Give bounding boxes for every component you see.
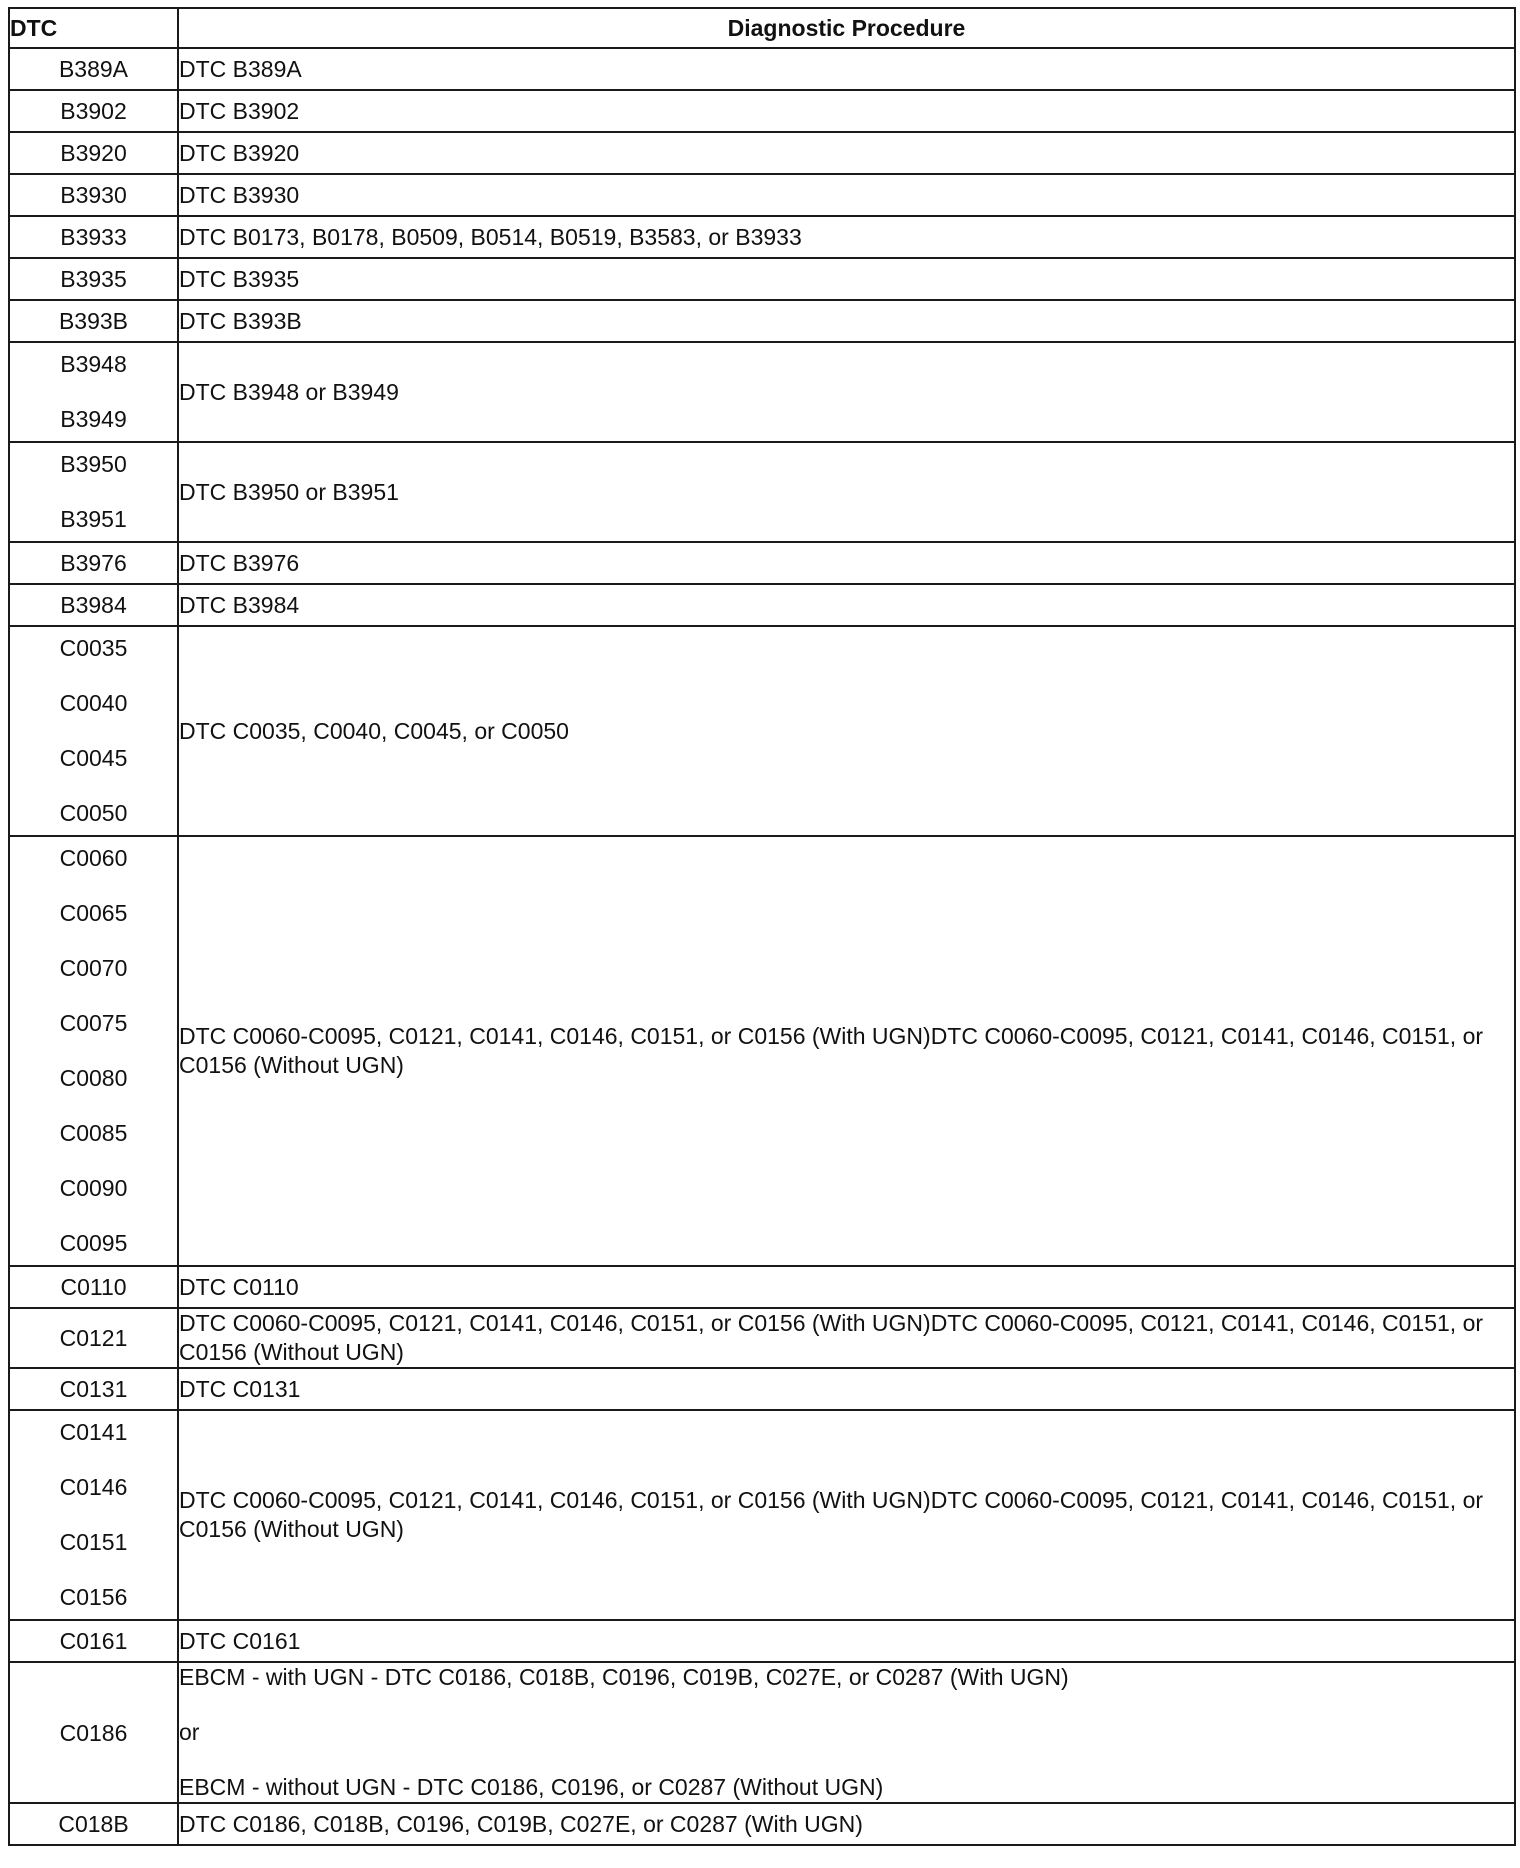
dtc-code-cell — [9, 626, 178, 836]
dtc-code: B3930 — [60, 182, 127, 208]
procedure-text: DTC C0186, C018B, C0196, C019B, C027E, or C0287 (With UGN) — [179, 1810, 863, 1837]
procedure-text: DTC B0173, B0178, B0509, B0514, B0519, B3583, or B3933 — [179, 223, 802, 250]
dtc-code-cell — [9, 258, 178, 300]
procedure-cell — [178, 836, 1515, 1266]
procedure-text: DTC B3984 — [179, 591, 300, 618]
procedure-cell — [178, 542, 1515, 584]
procedure-cell — [178, 1803, 1515, 1845]
dtc-code: B3951 — [60, 506, 127, 532]
procedure-text: EBCM - with UGN - DTC C0186, C018B, C0196, C019B, C027E, or C0287 (With UGN) — [179, 1664, 1069, 1690]
procedure-text: DTC C0161 — [179, 1627, 301, 1654]
dtc-code: C0060 — [59, 845, 128, 871]
dtc-code: C0070 — [59, 955, 128, 981]
dtc-table-page — [8, 7, 1514, 1846]
header-row — [9, 8, 1515, 48]
dtc-code: C0045 — [59, 745, 128, 771]
table-row — [9, 216, 1515, 258]
procedure-text: DTC B3930 — [179, 181, 300, 208]
procedure-text: or — [179, 1719, 200, 1745]
dtc-code: C0050 — [59, 800, 128, 826]
dtc-code-cell — [9, 90, 178, 132]
procedure-cell — [178, 132, 1515, 174]
procedure-text: DTC B393B — [179, 307, 302, 334]
dtc-table-body — [9, 48, 1515, 1845]
procedure-text: EBCM - without UGN - DTC C0186, C0196, or C0287 (Without UGN) — [179, 1774, 884, 1800]
dtc-code: C0090 — [59, 1175, 128, 1201]
table-row — [9, 1266, 1515, 1308]
dtc-code-cell — [9, 1410, 178, 1620]
procedure-cell — [178, 1620, 1515, 1662]
table-row — [9, 90, 1515, 132]
procedure-cell — [178, 174, 1515, 216]
procedure-text: DTC C0060-C0095, C0121, C0141, C0146, C0151, or C0156 (With UGN)DTC C0060-C0095, C0121, C0141, C0146, C0151, or C0156 (Without UGN) — [179, 1310, 1484, 1365]
table-row — [9, 300, 1515, 342]
dtc-code: C0151 — [59, 1529, 128, 1555]
dtc-code: C0161 — [59, 1628, 128, 1654]
dtc-code: C0146 — [59, 1474, 128, 1500]
procedure-cell — [178, 1266, 1515, 1308]
dtc-code: C0156 — [59, 1584, 128, 1610]
dtc-code-cell — [9, 442, 178, 542]
dtc-code: B3984 — [60, 592, 127, 618]
procedure-cell — [178, 1410, 1515, 1620]
procedure-cell — [178, 48, 1515, 90]
dtc-code-cell — [9, 584, 178, 626]
dtc-code: B3935 — [60, 266, 127, 292]
table-row — [9, 1662, 1515, 1803]
procedure-column-header: Diagnostic Procedure — [178, 8, 1515, 48]
table-row — [9, 342, 1515, 442]
table-row — [9, 1803, 1515, 1845]
dtc-code: C0095 — [59, 1230, 128, 1256]
procedure-cell — [178, 1662, 1515, 1803]
dtc-code: C0131 — [59, 1376, 128, 1402]
dtc-code-cell — [9, 1368, 178, 1410]
dtc-code: C0065 — [59, 900, 128, 926]
dtc-code-cell — [9, 300, 178, 342]
dtc-code: C0121 — [59, 1325, 128, 1351]
table-row — [9, 258, 1515, 300]
table-row — [9, 1308, 1515, 1368]
dtc-code: B3920 — [60, 140, 127, 166]
dtc-code: C0141 — [59, 1419, 128, 1445]
procedure-cell — [178, 626, 1515, 836]
dtc-code-cell — [9, 1620, 178, 1662]
dtc-code: C0186 — [59, 1719, 128, 1746]
dtc-code: C0085 — [59, 1120, 128, 1146]
procedure-cell — [178, 1308, 1515, 1368]
procedure-text: DTC C0131 — [179, 1375, 301, 1402]
table-row — [9, 1620, 1515, 1662]
table-row — [9, 1368, 1515, 1410]
dtc-code-cell — [9, 216, 178, 258]
procedure-text: DTC C0035, C0040, C0045, or C0050 — [179, 717, 569, 744]
dtc-code: C0110 — [60, 1274, 127, 1300]
procedure-cell — [178, 1368, 1515, 1410]
dtc-code-cell — [9, 48, 178, 90]
procedure-text: DTC B3976 — [179, 549, 300, 576]
procedure-cell — [178, 584, 1515, 626]
procedure-text: DTC B389A — [179, 55, 302, 82]
procedure-cell — [178, 342, 1515, 442]
table-row — [9, 584, 1515, 626]
dtc-code-cell — [9, 836, 178, 1266]
table-row — [9, 626, 1515, 836]
procedure-cell — [178, 442, 1515, 542]
procedure-cell — [178, 216, 1515, 258]
table-row — [9, 542, 1515, 584]
procedure-cell — [178, 300, 1515, 342]
procedure-cell — [178, 258, 1515, 300]
dtc-code-cell — [9, 1266, 178, 1308]
dtc-code: B389A — [58, 56, 129, 82]
procedure-cell — [178, 90, 1515, 132]
dtc-code-cell — [9, 132, 178, 174]
dtc-table — [8, 7, 1516, 1846]
dtc-code: B3902 — [60, 98, 127, 124]
table-row — [9, 1410, 1515, 1620]
table-row — [9, 442, 1515, 542]
table-row — [9, 836, 1515, 1266]
dtc-code: B3976 — [60, 550, 127, 576]
dtc-code-cell — [9, 174, 178, 216]
procedure-text: DTC B3902 — [179, 97, 300, 124]
dtc-code: B3950 — [60, 451, 127, 477]
procedure-text: DTC B3948 or B3949 — [179, 378, 399, 405]
dtc-code-cell — [9, 1803, 178, 1845]
dtc-code: B393B — [58, 308, 129, 334]
dtc-code-cell — [9, 542, 178, 584]
dtc-code: C0035 — [59, 635, 128, 661]
procedure-text: DTC B3950 or B3951 — [179, 478, 399, 505]
dtc-code: C0040 — [59, 690, 128, 716]
procedure-text: DTC C0060-C0095, C0121, C0141, C0146, C0151, or C0156 (With UGN)DTC C0060-C0095, C0121, C0141, C0146, C0151, or C0156 (Without UGN) — [179, 1023, 1484, 1078]
procedure-text: DTC C0110 — [179, 1273, 299, 1300]
dtc-code-cell — [9, 1308, 178, 1368]
dtc-code: C0075 — [59, 1010, 128, 1036]
dtc-column-header: DTC — [9, 8, 178, 48]
dtc-code: B3949 — [60, 406, 127, 432]
procedure-text: DTC C0060-C0095, C0121, C0141, C0146, C0151, or C0156 (With UGN)DTC C0060-C0095, C0121, C0141, C0146, C0151, or C0156 (Without UGN) — [179, 1487, 1484, 1542]
dtc-code-cell — [9, 342, 178, 442]
table-row — [9, 132, 1515, 174]
dtc-code-cell — [9, 1662, 178, 1803]
dtc-code: C0080 — [59, 1065, 128, 1091]
procedure-text: DTC B3935 — [179, 265, 300, 292]
dtc-code: B3948 — [60, 351, 127, 377]
dtc-code: C018B — [58, 1811, 129, 1837]
dtc-code: B3933 — [60, 224, 127, 250]
procedure-text: DTC B3920 — [179, 139, 300, 166]
table-row — [9, 48, 1515, 90]
table-row — [9, 174, 1515, 216]
